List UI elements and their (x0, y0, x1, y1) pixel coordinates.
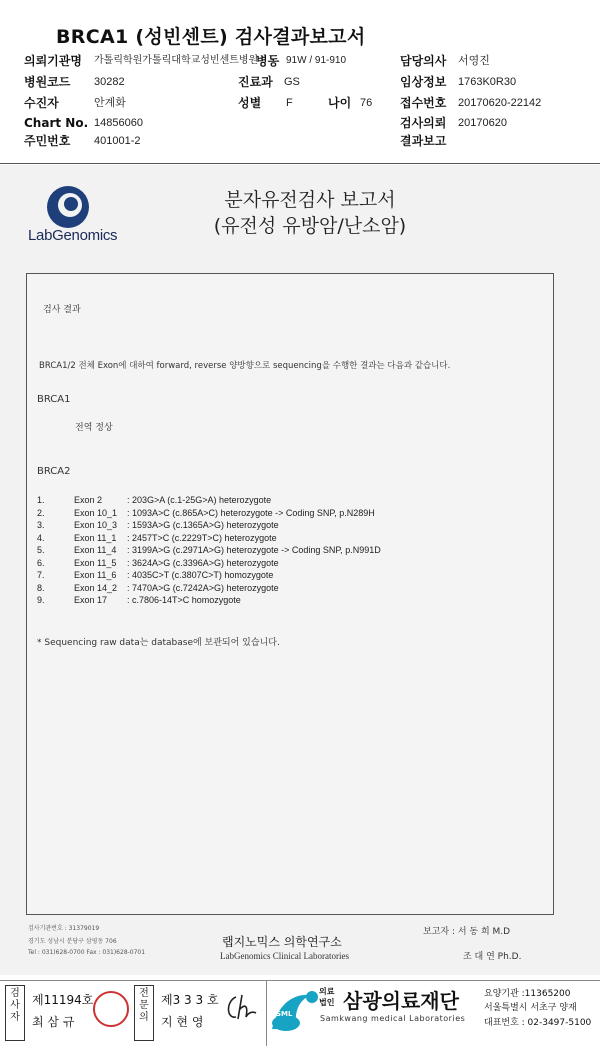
variant-number: 2. (37, 507, 45, 518)
variant-number: 9. (37, 595, 45, 605)
corp-tag-2: 법인 (319, 998, 335, 1007)
value-ward: 91W / 91-910 (286, 55, 347, 66)
variant-number: 7. (37, 570, 45, 580)
report-title-line1: 분자유전검사 보고서 (224, 189, 396, 211)
examiner-char-1: 검 (10, 988, 20, 999)
value-department: GS (284, 76, 300, 88)
examiner-box (5, 985, 25, 1041)
variant-change: : 1093A>C (c.865A>C) heterozygote -> Coding SNP, p.N289H (127, 507, 375, 518)
label-resident-no: 주민번호 (24, 134, 71, 148)
variant-change: : 3199A>G (c.2971A>G) heterozygote -> Coding SNP, p.N991D (127, 545, 381, 555)
header-row-3 (0, 94, 600, 112)
specialist-box (134, 985, 154, 1041)
label-receipt-no: 접수번호 (400, 96, 447, 110)
variant-exon: Exon 14_2 (74, 582, 118, 593)
lab-phone: Tel : 031)628-0700 Fax : 031)628-0701 (28, 949, 146, 956)
scanned-report (0, 165, 600, 975)
foundation-address: 서울특별시 서초구 양재 (484, 1003, 577, 1013)
specialist-name: 지 현 영 (161, 1015, 204, 1029)
variant-exon: Exon 2 (74, 495, 103, 505)
reporter-1: 보고자 : 서 동 희 M.D (423, 927, 511, 937)
label-doctor: 담당의사 (400, 54, 447, 68)
examiner-name: 최 삼 규 (32, 1015, 75, 1029)
value-clinical-info: 1763K0R30 (458, 76, 517, 88)
value-sex: F (286, 97, 293, 109)
care-institution-no: 요양기관 :11365200 (484, 989, 571, 999)
official-seal-icon (93, 991, 129, 1027)
brca1-result: 전역 정상 (75, 423, 113, 433)
label-ward: 병동 (256, 54, 280, 68)
label-sex: 성별 (238, 96, 262, 110)
header-divider (0, 163, 600, 164)
header-row-5 (0, 132, 600, 150)
variant-number: 6. (37, 557, 45, 568)
foundation-name-korean: 삼광의료재단 (343, 989, 459, 1013)
variant-number: 5. (37, 545, 45, 555)
variant-change: : 1593A>G (c.1365A>G) heterozygote (127, 520, 279, 530)
section-label: 검사 결과 (43, 305, 81, 315)
header-row-1 (0, 52, 600, 70)
label-department: 진료과 (238, 75, 273, 89)
variant-exon: Exon 11_6 (74, 570, 117, 580)
lab-name-korean: 랩지노믹스 의학연구소 (222, 935, 342, 949)
value-requesting-institution: 가톨릭학원가톨릭대학교성빈센트병원 (94, 55, 259, 66)
signature-icon (222, 991, 258, 1025)
examiner-char-3: 자 (10, 1012, 20, 1023)
value-resident-no: 401001-2 (94, 135, 141, 147)
specialist-license-no: 제3 3 3 호 (161, 993, 219, 1007)
specialist-char-3: 의 (139, 1012, 149, 1023)
lab-address: 경기도 성남시 분당구 삼평동 706 (28, 938, 117, 945)
variant-change: : c.7806-14T>C homozygote (127, 595, 241, 605)
variant-exon: Exon 11_1 (74, 532, 117, 543)
value-hospital-code: 30282 (94, 76, 125, 88)
value-receipt-no: 20170620-22142 (458, 97, 542, 109)
variant-change: : 3624A>G (c.3396A>G) heterozygote (127, 557, 279, 568)
labgenomics-logo-text: LabGenomics (28, 227, 118, 244)
label-requesting-institution: 의뢰기관명 (24, 54, 82, 68)
variant-exon: Exon 11_4 (74, 545, 117, 555)
label-chart-no: Chart No. (24, 116, 89, 130)
value-patient: 안계화 (94, 97, 126, 109)
variant-change: : 7470A>G (c.7242A>G) heterozygote (127, 582, 279, 593)
foundation-name-english: Samkwang medical Laboratories (320, 1014, 466, 1023)
report-title (180, 187, 440, 239)
signature-footer (0, 980, 600, 1046)
value-doctor: 서영진 (458, 55, 490, 67)
label-test-request: 검사의뢰 (400, 116, 447, 130)
sml-logo-text: SML (276, 1010, 293, 1018)
specialist-char-2: 문 (139, 1000, 149, 1011)
value-age: 76 (360, 97, 373, 109)
intro-text: BRCA1/2 전체 Exon에 대하여 forward, reverse 양방향으로 sequencing을 수행한 결과는 다음과 같습니다. (39, 361, 451, 371)
variant-exon: Exon 10_1 (74, 507, 118, 518)
variant-number: 1. (37, 495, 45, 505)
value-chart-no: 14856060 (94, 117, 143, 129)
report-title-line2: (유전성 유방암/난소암) (213, 215, 407, 237)
variant-number: 8. (37, 582, 45, 593)
footer-separator (266, 981, 267, 1046)
header-row-4 (0, 114, 600, 132)
value-test-request: 20170620 (458, 117, 507, 129)
lab-name-english: LabGenomics Clinical Laboratories (220, 951, 349, 961)
label-age: 나이 (328, 96, 352, 110)
label-clinical-info: 임상정보 (400, 75, 447, 89)
brca2-label: BRCA2 (37, 466, 71, 477)
variant-number: 4. (37, 532, 45, 543)
report-header (0, 0, 600, 162)
variant-change: : 2457T>C (c.2229T>C) heterozygote (127, 532, 277, 543)
variant-exon: Exon 11_5 (74, 557, 117, 568)
main-phone: 대표번호 : 02-3497-5100 (484, 1018, 592, 1028)
variant-exon: Exon 17 (74, 595, 108, 605)
page-title: BRCA1 (성빈센트) 검사결과보고서 (56, 26, 366, 48)
institution-number: 검사기관번호 : 31379019 (28, 925, 100, 932)
label-result-report: 결과보고 (400, 134, 447, 148)
label-hospital-code: 병원코드 (24, 75, 71, 89)
label-patient: 수진자 (24, 96, 59, 110)
raw-data-note: * Sequencing raw data는 database에 보관되어 있습니다. (37, 638, 280, 648)
variant-exon: Exon 10_3 (74, 520, 118, 530)
reporter-2: 조 대 연 Ph.D. (463, 952, 522, 962)
result-box (26, 273, 554, 915)
examiner-license-no: 제11194호 (32, 993, 94, 1007)
brca1-label: BRCA1 (37, 394, 71, 405)
examiner-char-2: 사 (10, 1000, 20, 1011)
variant-change: : 203G>A (c.1-25G>A) heterozygote (127, 495, 272, 505)
corp-tag-1: 의료 (319, 987, 335, 996)
specialist-char-1: 전 (139, 988, 149, 999)
variant-number: 3. (37, 520, 45, 530)
variant-change: : 4035C>T (c.3807C>T) homozygote (127, 570, 274, 580)
header-row-2 (0, 73, 600, 91)
